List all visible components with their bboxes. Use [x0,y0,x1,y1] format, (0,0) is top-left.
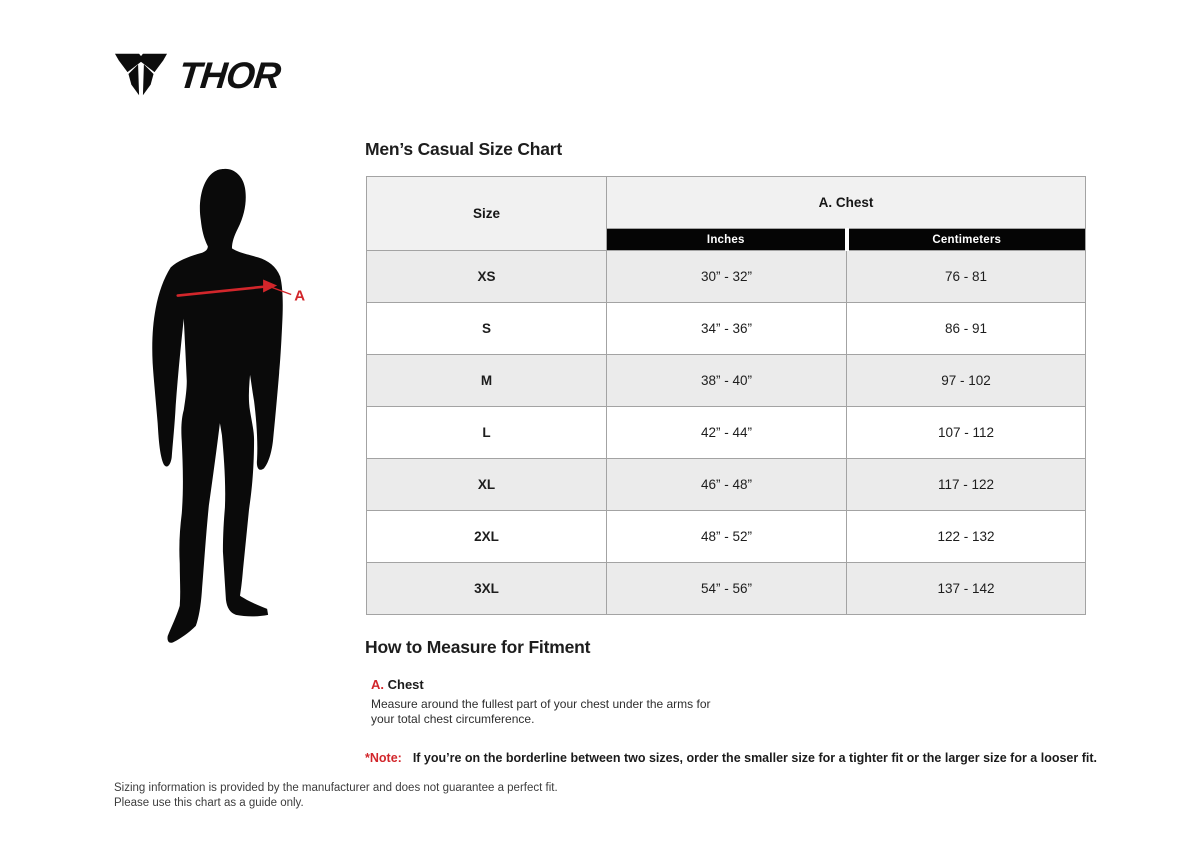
table-row [367,251,1086,303]
brand-wordmark: THOR [176,54,282,96]
measure-item-letter: A. [371,677,384,692]
column-header-size: Size [367,177,607,251]
disclaimer-line-1: Sizing information is provided by the manufacturer and does not guarantee a perfect fit. [114,782,558,794]
size-cell: 3XL [367,563,607,615]
size-cell: S [367,303,607,355]
table-row [367,563,1086,615]
brand-logo [114,52,286,98]
size-chart-title: Men’s Casual Size Chart [365,139,563,159]
inches-cell: 42” - 44” [607,407,847,459]
centimeters-cell: 117 - 122 [847,459,1086,511]
centimeters-cell: 122 - 132 [847,511,1086,563]
table-row [367,355,1086,407]
table-row [367,407,1086,459]
inches-cell: 48” - 52” [607,511,847,563]
male-silhouette [152,169,283,643]
centimeters-cell: 86 - 91 [847,303,1086,355]
centimeters-cell: 76 - 81 [847,251,1086,303]
table-row [367,511,1086,563]
size-cell: 2XL [367,511,607,563]
column-header-centimeters: Centimeters [847,229,1086,251]
measure-item-heading [371,677,1075,692]
measure-label-a: A [294,287,306,305]
how-to-measure-section [365,637,1075,727]
thor-horns-icon [114,52,168,98]
inches-cell: 34” - 36” [607,303,847,355]
centimeters-cell: 137 - 142 [847,563,1086,615]
measure-item-name: Chest [387,677,424,692]
column-header-chest: A. Chest [607,177,1086,229]
disclaimer [114,781,558,810]
body-measurement-figure [145,166,337,648]
sizing-note [365,751,1097,765]
size-cell: XS [367,251,607,303]
note-prefix: *Note: [365,751,402,765]
note-text: If you’re on the borderline between two sizes, order the smaller size for a tighter fit or the larger size for a looser fit. [412,751,1097,765]
inches-cell: 54” - 56” [607,563,847,615]
measure-item-description: Measure around the fullest part of your chest under the arms for your total chest circumference. [371,697,711,726]
centimeters-cell: 107 - 112 [847,407,1086,459]
size-chart-table [366,176,1086,615]
size-cell: XL [367,459,607,511]
how-to-measure-title: How to Measure for Fitment [365,637,591,657]
table-row [367,303,1086,355]
size-cell: M [367,355,607,407]
male-silhouette-graphic [145,166,337,648]
inches-cell: 46” - 48” [607,459,847,511]
centimeters-cell: 97 - 102 [847,355,1086,407]
table-row [367,459,1086,511]
column-header-inches: Inches [607,229,847,251]
size-cell: L [367,407,607,459]
inches-cell: 30” - 32” [607,251,847,303]
inches-cell: 38” - 40” [607,355,847,407]
measure-item-chest [371,677,1075,727]
disclaimer-line-2: Please use this chart as a guide only. [114,796,304,809]
